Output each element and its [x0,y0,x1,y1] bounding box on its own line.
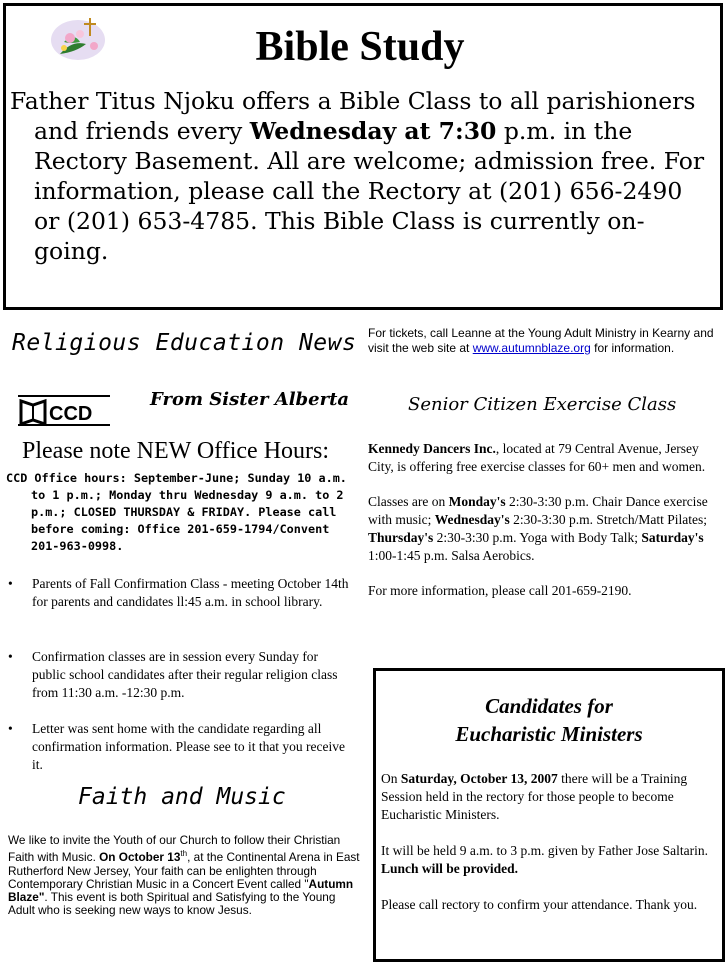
senior-p1-text: , located at 79 Central Avenue, Jersey City, is offering free exercise classes for 60+ men and women. [368,441,706,474]
bullet-text: Parents of Fall Confirmation Class - meeting October 14th for parents and candidates ll:45 a.m. in school library. [32,576,349,609]
tickets-text-2: for information. [590,341,675,355]
bullet-glyph: • [8,576,13,591]
faith-event-name: Autumn Blaze" [8,876,354,905]
senior-exercise-body [368,440,720,617]
faith-text-2: , at the Continental Arena in East Rutherford New Jersey, Your faith can be enlighten through Contemporary Christian Music in a Concert Event called " [8,850,360,891]
tickets-text-1: For tickets, call Leanne at the Young Adult Ministry in Kearny and visit the web site at [368,326,714,355]
bullet-glyph: • [8,649,13,664]
faith-date: On October 13 [99,850,181,865]
euch-lunch: Lunch will be provided. [381,861,519,876]
euch-p1-b: there will be a Training Session held in the rectory for those people to become Eucharistic Ministers. [381,771,688,822]
eucharistic-title [376,692,722,748]
eucharistic-paragraph-1 [381,770,716,824]
ccd-logo-text: CCD [49,403,93,425]
euch-p2-a: It will be held 9 a.m. to 3 p.m. given by Father Jose Saltarin. [381,843,708,858]
bible-study-text-1: Father Titus Njoku offers a Bible Class to all parishioners and friends every [10,87,696,145]
senior-paragraph-3: For more information, please call 201-659-2190. [368,583,632,598]
senior-p2-g: 2:30-3:30 p.m. Yoga with Body Talk; [433,530,642,545]
day-thursday: Thursday's [368,530,434,545]
faith-music-body [8,834,360,918]
bullet-item [6,575,351,611]
senior-p2-a: Classes are on [368,494,449,509]
bullet-text: Confirmation classes are in session every Sunday for public school candidates after their regular religion class from 11:30 a.m. -12:30 p.m. [32,649,338,700]
day-monday: Monday's [448,494,506,509]
bible-study-time: Wednesday at 7:30 [249,117,497,145]
senior-p2-i: 1:00-1:45 p.m. Salsa Aerobics. [368,548,535,563]
eucharistic-title-line-1: Candidates for [485,694,613,718]
senior-p2-e: 2:30-3:30 p.m. Stretch/Matt Pilates; [509,512,708,527]
senior-paragraph-1 [368,440,720,476]
senior-exercise-title: Senior Citizen Exercise Class [408,394,677,415]
tickets-info [368,326,718,356]
kennedy-dancers-name: Kennedy Dancers Inc. [368,441,496,456]
ccd-book-logo-icon [18,393,110,427]
from-sister-alberta: From Sister Alberta [150,389,350,410]
bible-study-body [10,86,710,266]
bullet-item [6,720,351,774]
faith-date-sup: th [180,849,188,859]
faith-text-3: . This event is both Spiritual and Satisfying to the Young Adult who is seeking new ways to know Jesus. [8,890,336,918]
day-saturday: Saturday's [641,530,704,545]
eucharistic-paragraph-3: Please call rectory to confirm your attendance. Thank you. [381,897,698,912]
bullet-text: Letter was sent home with the candidate regarding all confirmation information. Please see to it that you receive it. [32,721,346,772]
bible-study-title: Bible Study [255,24,465,70]
bible-study-text-2: p.m. in the Rectory Basement. All are welcome; admission free. For information, please call the Rectory at (201) 656-2490 or (201) 653-4785. This Bible Class is currently on-going. [34,117,705,265]
bullet-item [6,648,351,702]
office-hours-title: Please note NEW Office Hours: [22,438,330,464]
euch-date: Saturday, October 13, 2007 [400,771,558,786]
bullet-glyph: • [8,721,13,736]
senior-paragraph-2 [368,493,720,565]
senior-p2-c: 2:30-3:30 p.m. Chair Dance exercise with music; [368,494,708,527]
ccd-office-hours [6,470,361,555]
autumnblaze-link[interactable]: www.autumnblaze.org [472,341,591,355]
religious-education-title: Religious Education News [12,330,357,356]
faith-music-title: Faith and Music [78,784,286,810]
eucharistic-body [381,770,716,932]
faith-text-1: We like to invite the Youth of our Church to follow their Christian Faith with Music. [8,833,341,865]
eucharistic-title-line-2: Eucharistic Ministers [455,722,643,746]
eucharistic-paragraph-2 [381,842,716,878]
day-wednesday: Wednesday's [434,512,510,527]
ccd-office-hours-text: CCD Office hours: September-June; Sunday 10 a.m. to 1 p.m.; Monday thru Wednesday 9 a.m. to 2 p.m.; CLOSED THURSDAY & FRIDAY. Please call before coming: Office 201-659-1794/Convent 201-963-0998. [6,471,347,553]
euch-p1-a: On [381,771,401,786]
